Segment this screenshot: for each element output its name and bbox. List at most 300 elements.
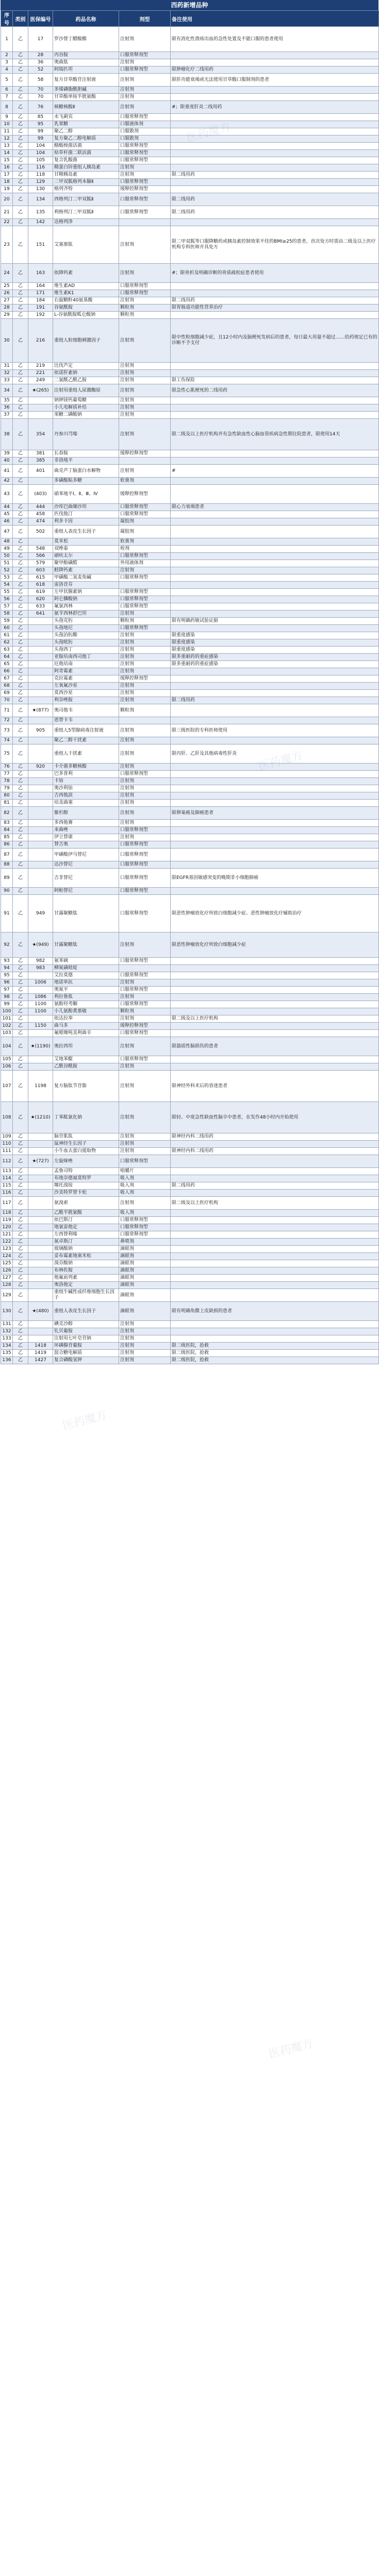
row-drug-name: 复方聚乙二醇电解质 — [53, 135, 119, 143]
table-row — [1, 625, 379, 632]
row-number: 89 — [1, 869, 13, 888]
row-drug-name: 甲磺酸二氢麦角碱 — [53, 574, 119, 582]
row-dosage-form: 外用液体剂 — [119, 560, 171, 567]
row-category: 乙 — [13, 632, 28, 639]
row-dosage-form: 注射剂 — [119, 370, 171, 377]
table-row — [1, 704, 379, 717]
row-category: 乙 — [13, 1231, 28, 1239]
table-row — [1, 363, 379, 370]
table-row — [1, 1217, 379, 1224]
row-category: 乙 — [13, 511, 28, 518]
row-dosage-form: 口服常释剂型 — [119, 283, 171, 290]
row-category: 乙 — [13, 785, 28, 792]
row-code — [28, 834, 53, 841]
row-dosage-form: 颗粒剂 — [119, 1008, 171, 1015]
row-category: 乙 — [13, 504, 28, 511]
row-category: 乙 — [13, 150, 28, 157]
row-number: 72 — [1, 717, 13, 724]
row-drug-name: 莫西沙星 — [53, 690, 119, 697]
row-code — [28, 972, 53, 979]
row-note — [171, 1321, 379, 1328]
row-code: 1006 — [28, 979, 53, 987]
row-note — [171, 675, 379, 683]
row-drug-name: 精蛋白锌重组人胰岛素 — [53, 164, 119, 172]
row-drug-name: 氟哌噻吨美利曲辛 — [53, 1030, 119, 1037]
row-note — [171, 1335, 379, 1343]
row-note — [171, 1282, 379, 1289]
table-row — [1, 1231, 379, 1239]
row-category: 乙 — [13, 52, 28, 59]
row-code: 130 — [28, 186, 53, 193]
header-note: 备注使用 — [171, 11, 379, 27]
row-category: 乙 — [13, 560, 28, 567]
row-number: 53 — [1, 574, 13, 582]
row-note: 限神经外科术后的昏迷患者 — [171, 1071, 379, 1102]
row-drug-name: 罗沙替丁醋酸酯 — [53, 27, 119, 52]
row-code: 381 — [28, 450, 53, 457]
row-drug-name: 阿仑膦酸钠 — [53, 596, 119, 603]
row-note: 限丙肝、乙肝及其他病毒性肝炎 — [171, 744, 379, 764]
row-note — [171, 157, 379, 164]
row-number: 83 — [1, 820, 13, 827]
row-number: 107 — [1, 1071, 13, 1102]
row-code — [28, 1030, 53, 1037]
row-number: 84 — [1, 827, 13, 834]
row-code: 70 — [28, 87, 53, 94]
row-dosage-form: 口服常释剂型 — [119, 66, 171, 74]
row-category: 乙 — [13, 66, 28, 74]
row-dosage-form: 注射剂 — [119, 1350, 171, 1357]
row-dosage-form: 口服常释剂型 — [119, 52, 171, 59]
row-number: 113 — [1, 1168, 13, 1175]
row-category: 乙 — [13, 1056, 28, 1063]
row-code — [28, 618, 53, 625]
row-code: 191 — [28, 304, 53, 312]
row-dosage-form: 口服常释剂型 — [119, 553, 171, 560]
row-category: 乙 — [13, 1190, 28, 1197]
row-drug-name: 小儿氨酚黄那敏 — [53, 1008, 119, 1015]
row-category: 乙 — [13, 654, 28, 661]
row-note: 限EGFR基因敏感突变的晚期非小细胞肺癌 — [171, 869, 379, 888]
table-row — [1, 485, 379, 504]
row-number: 48 — [1, 538, 13, 546]
row-note — [171, 987, 379, 994]
row-note — [171, 800, 379, 807]
row-drug-name: 溴芬酸钠 — [53, 1260, 119, 1267]
row-code: 633 — [28, 603, 53, 611]
row-code — [28, 412, 53, 419]
row-code — [28, 861, 53, 869]
row-code: 579 — [28, 560, 53, 567]
row-code — [28, 1282, 53, 1289]
row-note — [171, 611, 379, 618]
table-row — [1, 589, 379, 596]
row-dosage-form: 滴眼剂 — [119, 1246, 171, 1253]
row-note — [171, 1231, 379, 1239]
row-dosage-form: 注射剂 — [119, 74, 171, 87]
row-drug-name: 培美曲塞 — [53, 800, 119, 807]
row-note: 限二线用药 — [171, 206, 379, 219]
row-drug-name: 复合磷酸氢钾 — [53, 1357, 119, 1364]
row-drug-name: 丁苯酞氯化钠 — [53, 1102, 119, 1133]
row-code: 151 — [28, 226, 53, 264]
row-number: 78 — [1, 778, 13, 785]
table-row — [1, 150, 379, 157]
table-row — [1, 888, 379, 895]
row-category: 乙 — [13, 567, 28, 574]
row-number: 5 — [1, 74, 13, 87]
table-row — [1, 121, 379, 128]
row-note: 限二线用药 — [171, 193, 379, 206]
row-number: 52 — [1, 567, 13, 574]
row-code — [28, 1015, 53, 1023]
table-row — [1, 304, 379, 312]
row-code: 1418 — [28, 1343, 53, 1350]
table-row — [1, 465, 379, 478]
table-row — [1, 319, 379, 363]
row-category: 乙 — [13, 574, 28, 582]
row-dosage-form: 注射剂 — [119, 683, 171, 690]
row-number: 110 — [1, 1141, 13, 1148]
row-drug-name: 布地奈德福莫特罗 — [53, 1175, 119, 1182]
row-dosage-form: 注射剂 — [119, 419, 171, 450]
row-number: 39 — [1, 450, 13, 457]
row-dosage-form: 口服液体剂 — [119, 121, 171, 128]
row-category: 乙 — [13, 419, 28, 450]
row-code — [28, 1260, 53, 1267]
row-drug-name: 注射用七叶皂苷钠 — [53, 1335, 119, 1343]
row-number: 123 — [1, 1246, 13, 1253]
table-row — [1, 771, 379, 778]
row-category: 乙 — [13, 485, 28, 504]
row-drug-name: 枯草杆菌二联活菌 — [53, 150, 119, 157]
row-code — [28, 1148, 53, 1155]
row-category: 乙 — [13, 319, 28, 363]
row-code — [28, 849, 53, 861]
row-note: 限肝功能衰竭或无法使用甘草酸口服制剂的患者 — [171, 74, 379, 87]
row-number: 127 — [1, 1275, 13, 1282]
table-row — [1, 179, 379, 186]
row-drug-name: 莫米松 — [53, 538, 119, 546]
table-row — [1, 457, 379, 465]
row-drug-name: 头孢吡肟 — [53, 639, 119, 647]
row-number: 31 — [1, 363, 13, 370]
row-code — [28, 675, 53, 683]
row-number: 92 — [1, 933, 13, 958]
row-number: 13 — [1, 143, 13, 150]
row-note — [171, 994, 379, 1001]
row-drug-name: 格列齐特 — [53, 186, 119, 193]
row-drug-name: 他氟前列素 — [53, 1275, 119, 1282]
row-category: 乙 — [13, 958, 28, 965]
table-row — [1, 965, 379, 972]
row-category: 乙 — [13, 1008, 28, 1015]
row-note — [171, 1175, 379, 1182]
row-dosage-form: 滴眼剂 — [119, 1275, 171, 1282]
row-category: 乙 — [13, 895, 28, 933]
table-row — [1, 27, 379, 52]
row-drug-name: 头孢泊肟酯 — [53, 632, 119, 639]
row-number: 10 — [1, 121, 13, 128]
row-note — [171, 363, 379, 370]
row-number: 37 — [1, 412, 13, 419]
row-category: 乙 — [13, 312, 28, 319]
row-number: 120 — [1, 1224, 13, 1231]
row-note — [171, 546, 379, 553]
row-dosage-form: 口服常释剂型 — [119, 895, 171, 933]
row-code: 1100 — [28, 1001, 53, 1008]
row-number: 32 — [1, 370, 13, 377]
row-dosage-form: 注射剂 — [119, 1133, 171, 1141]
row-number: 130 — [1, 1302, 13, 1321]
row-drug-name: 右旋糖酐40氨基酸 — [53, 297, 119, 304]
drug-list-sheet — [1, 0, 378, 1364]
row-code: 354 — [28, 419, 53, 450]
row-code — [28, 1063, 53, 1071]
row-drug-name: 谷氨酰胺 — [53, 304, 119, 312]
row-category: 乙 — [13, 283, 28, 290]
row-note: 限二级及以上医疗机构并有急性缺血性心脑血管疾病急性期住院患者，限使用14天 — [171, 419, 379, 450]
row-code: 104 — [28, 150, 53, 157]
row-dosage-form: 注射剂 — [119, 639, 171, 647]
row-category: 乙 — [13, 412, 28, 419]
table-row — [1, 511, 379, 518]
row-category: 乙 — [13, 101, 28, 114]
row-dosage-form: 咀嚼片 — [119, 1168, 171, 1175]
row-category: 乙 — [13, 888, 28, 895]
row-category: 乙 — [13, 478, 28, 485]
table-row — [1, 820, 379, 827]
row-number: 79 — [1, 785, 13, 792]
table-row — [1, 1175, 379, 1182]
row-category: 乙 — [13, 94, 28, 101]
table-row — [1, 744, 379, 764]
row-category: 乙 — [13, 172, 28, 179]
row-code: 444 — [28, 504, 53, 511]
row-drug-name: 脑苷肌肽 — [53, 1133, 119, 1141]
row-number: 57 — [1, 603, 13, 611]
table-row — [1, 994, 379, 1001]
table-row — [1, 128, 379, 135]
row-number: 93 — [1, 958, 13, 965]
row-category: 乙 — [13, 582, 28, 589]
row-category: 乙 — [13, 465, 28, 478]
table-row — [1, 1015, 379, 1023]
row-note: 限多重耐药的重症感染 — [171, 661, 379, 668]
row-category: 乙 — [13, 668, 28, 675]
row-note — [171, 518, 379, 526]
row-category: 乙 — [13, 1239, 28, 1246]
row-number: 65 — [1, 661, 13, 668]
row-number: 4 — [1, 66, 13, 74]
row-number: 24 — [1, 264, 13, 283]
row-code: 171 — [28, 290, 53, 297]
row-category: 乙 — [13, 861, 28, 869]
row-category: 乙 — [13, 994, 28, 1001]
row-note — [171, 834, 379, 841]
table-row — [1, 546, 379, 553]
table-row — [1, 312, 379, 319]
row-note — [171, 1253, 379, 1260]
row-note — [171, 690, 379, 697]
row-category: 乙 — [13, 1302, 28, 1321]
header-category: 类别 — [13, 11, 28, 27]
row-code: ★(877) — [28, 704, 53, 717]
table-row — [1, 172, 379, 179]
row-category: 乙 — [13, 717, 28, 724]
row-note — [171, 1141, 379, 1148]
row-category: 乙 — [13, 979, 28, 987]
table-row — [1, 143, 379, 150]
row-note — [171, 128, 379, 135]
row-drug-name: 核糖核酸Ⅱ — [53, 101, 119, 114]
row-drug-name: 维生素K1 — [53, 290, 119, 297]
row-category: 乙 — [13, 800, 28, 807]
row-note: 限二线用药 — [171, 1182, 379, 1190]
table-row — [1, 861, 379, 869]
row-note — [171, 186, 379, 193]
page-title: 西药新增品种 — [1, 0, 378, 10]
table-row — [1, 596, 379, 603]
row-drug-name: 曲克芦丁脑蛋白水解物 — [53, 465, 119, 478]
row-drug-name: 孟鲁司特 — [53, 1168, 119, 1175]
row-dosage-form: 注射剂 — [119, 59, 171, 66]
row-dosage-form: 口服常释剂型 — [119, 193, 171, 206]
table-row — [1, 1246, 379, 1253]
row-category: 乙 — [13, 778, 28, 785]
table-row — [1, 526, 379, 538]
row-code: ★(727) — [28, 1155, 53, 1168]
row-code: ★(265) — [28, 384, 53, 397]
row-category: 乙 — [13, 1246, 28, 1253]
row-drug-name: 达格列净 — [53, 219, 119, 226]
table-row — [1, 647, 379, 654]
row-dosage-form: 注射剂 — [119, 1063, 171, 1071]
row-code — [28, 1190, 53, 1197]
row-drug-name: 匹伐他汀 — [53, 511, 119, 518]
row-dosage-form: 注射剂 — [119, 724, 171, 737]
row-note — [171, 94, 379, 101]
table-row — [1, 1037, 379, 1056]
row-code — [28, 654, 53, 661]
row-code: 99 — [28, 135, 53, 143]
row-drug-name: 复方甘草酸苷注射液 — [53, 74, 119, 87]
row-category: 乙 — [13, 370, 28, 377]
row-category: 乙 — [13, 1267, 28, 1275]
table-row — [1, 1210, 379, 1217]
table-row — [1, 290, 379, 297]
table-row — [1, 1350, 379, 1357]
row-code — [28, 639, 53, 647]
row-number: 80 — [1, 792, 13, 800]
row-note — [171, 143, 379, 150]
row-drug-name: 二氯酰乙酰乙胺 — [53, 377, 119, 384]
row-code: 99 — [28, 128, 53, 135]
row-category: 乙 — [13, 647, 28, 654]
row-drug-name: 氨苯砜 — [53, 958, 119, 965]
row-drug-name: 玻璃酸钠 — [53, 1246, 119, 1253]
row-category: 乙 — [13, 1168, 28, 1175]
row-drug-name: 艾拉莫德 — [53, 972, 119, 979]
row-code — [28, 478, 53, 485]
watermark: 医药魔方 — [267, 2037, 315, 2061]
table-row — [1, 397, 379, 404]
row-number: 108 — [1, 1102, 13, 1133]
table-row — [1, 206, 379, 219]
row-drug-name: 环磷腺苷葡胺 — [53, 1343, 119, 1350]
row-drug-name: 依诺肝素钠 — [53, 370, 119, 377]
row-category: 乙 — [13, 179, 28, 186]
row-note — [171, 121, 379, 128]
row-dosage-form: 注射剂 — [119, 363, 171, 370]
table-row — [1, 504, 379, 511]
row-number: 49 — [1, 546, 13, 553]
row-dosage-form: 口服常释剂型 — [119, 157, 171, 164]
row-note — [171, 958, 379, 965]
row-code: 618 — [28, 582, 53, 589]
row-number: 101 — [1, 1015, 13, 1023]
row-category: 乙 — [13, 792, 28, 800]
row-dosage-form: 注射剂 — [119, 744, 171, 764]
row-code — [28, 1175, 53, 1182]
row-number: 112 — [1, 1155, 13, 1168]
row-dosage-form: 口服常释剂型 — [119, 504, 171, 511]
table-row — [1, 1102, 379, 1133]
row-dosage-form: 口服常释剂型 — [119, 596, 171, 603]
row-code — [28, 1210, 53, 1217]
table-row — [1, 101, 379, 114]
row-note — [171, 625, 379, 632]
row-dosage-form: 注射剂 — [119, 979, 171, 987]
row-drug-name: 碘克沙醇 — [53, 1321, 119, 1328]
row-category: 乙 — [13, 596, 28, 603]
row-drug-name: 巴多普利 — [53, 771, 119, 778]
row-number: 98 — [1, 994, 13, 1001]
row-number: 82 — [1, 807, 13, 820]
row-dosage-form: 口服常释剂型 — [119, 1030, 171, 1037]
row-drug-name: 甘精胰岛素 — [53, 172, 119, 179]
row-number: 122 — [1, 1239, 13, 1246]
row-number: 18 — [1, 179, 13, 186]
row-drug-name: 小牛血去蛋白提取物 — [53, 1148, 119, 1155]
row-dosage-form: 缓释控释剂型 — [119, 186, 171, 193]
row-drug-name: 克拉霉素 — [53, 675, 119, 683]
row-drug-name: 氨苄西林舒巴坦 — [53, 611, 119, 618]
row-category: 乙 — [13, 589, 28, 596]
row-number: 77 — [1, 771, 13, 778]
row-drug-name: 厄他培南 — [53, 661, 119, 668]
row-number: 50 — [1, 553, 13, 560]
row-dosage-form: 注射剂 — [119, 226, 171, 264]
row-number: 62 — [1, 639, 13, 647]
table-row — [1, 135, 379, 143]
table-row — [1, 1001, 379, 1008]
row-drug-name: 左西替利嗪 — [53, 1231, 119, 1239]
row-number: 16 — [1, 164, 13, 172]
row-dosage-form: 软膏剂 — [119, 538, 171, 546]
table-row — [1, 412, 379, 419]
row-note: 限重度感染 — [171, 639, 379, 647]
row-dosage-form: 注射剂 — [119, 404, 171, 412]
row-dosage-form: 口服常释剂型 — [119, 1217, 171, 1224]
row-drug-name: 双唑泰 — [53, 546, 119, 553]
table-body — [1, 27, 379, 1364]
row-code: 1419 — [28, 1350, 53, 1357]
row-note — [171, 1168, 379, 1175]
row-number: 3 — [1, 59, 13, 66]
row-number: 46 — [1, 518, 13, 526]
row-code: ★(1190) — [28, 1037, 53, 1056]
